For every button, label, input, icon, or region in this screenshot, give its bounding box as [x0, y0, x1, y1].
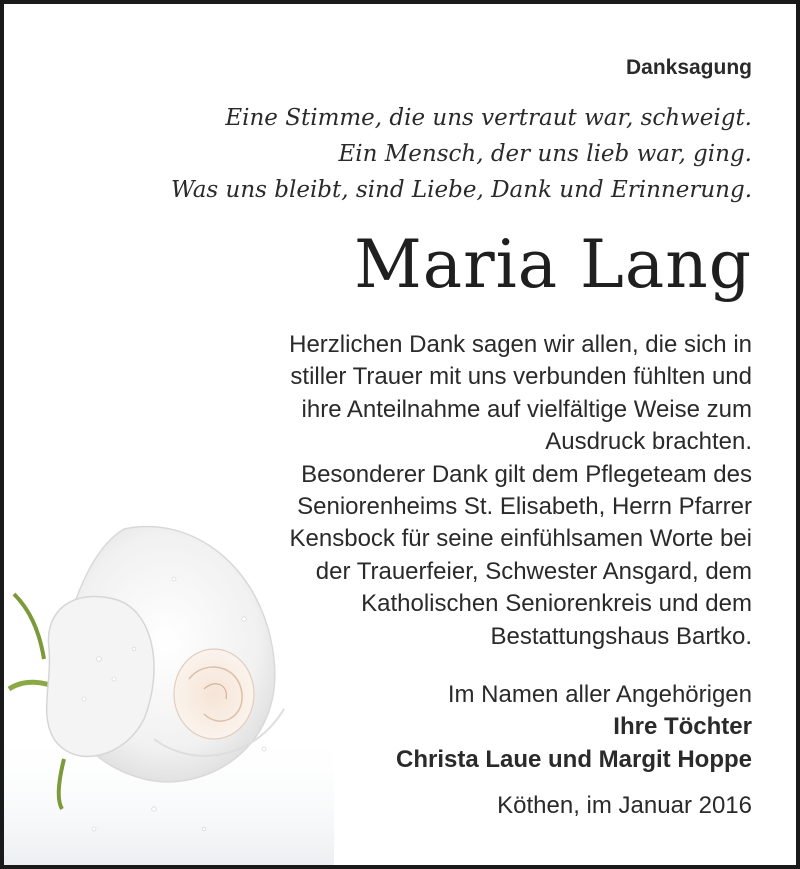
- signature-intro: Im Namen aller Angehörigen: [447, 681, 752, 708]
- poem-line: Ein Mensch, der uns lieb war, ging.: [338, 141, 752, 167]
- text-line: Ausdruck brachten.: [545, 428, 752, 456]
- place-date: Köthen, im Januar 2016: [497, 792, 752, 819]
- text-line: Bestattungshaus Bartko.: [490, 622, 752, 650]
- signature-relation: Ihre Töchter: [613, 713, 752, 741]
- text-line: Kensbock für seine einfühlsamen Worte bei: [289, 525, 752, 553]
- thank-you-text: [212, 329, 752, 653]
- text-line: ihre Anteilnahme auf vielfältige Weise zum: [301, 395, 752, 423]
- text-line: Besonderer Dank gilt dem Pflegeteam des: [301, 460, 752, 488]
- poem-line: Eine Stimme, die uns vertraut war, schweigt.: [225, 105, 752, 131]
- signature-names: Christa Laue und Margit Hoppe: [395, 745, 752, 773]
- poem: [52, 100, 752, 208]
- heading-danksagung: Danksagung: [625, 56, 752, 79]
- deceased-name: Maria Lang: [354, 226, 752, 303]
- text-line: der Trauerfeier, Schwester Ansgard, dem: [315, 557, 752, 585]
- text-line: Herzlichen Dank sagen wir allen, die sich in: [289, 331, 752, 358]
- text-line: Katholischen Seniorenkreis und dem: [361, 590, 752, 618]
- text-line: Seniorenheims St. Elisabeth, Herrn Pfarrer: [297, 493, 752, 521]
- signature-block: [252, 679, 752, 776]
- text-line: stiller Trauer mit uns verbunden fühlten und: [290, 363, 752, 391]
- poem-line: Was uns bleibt, sind Liebe, Dank und Erinnerung.: [171, 177, 752, 203]
